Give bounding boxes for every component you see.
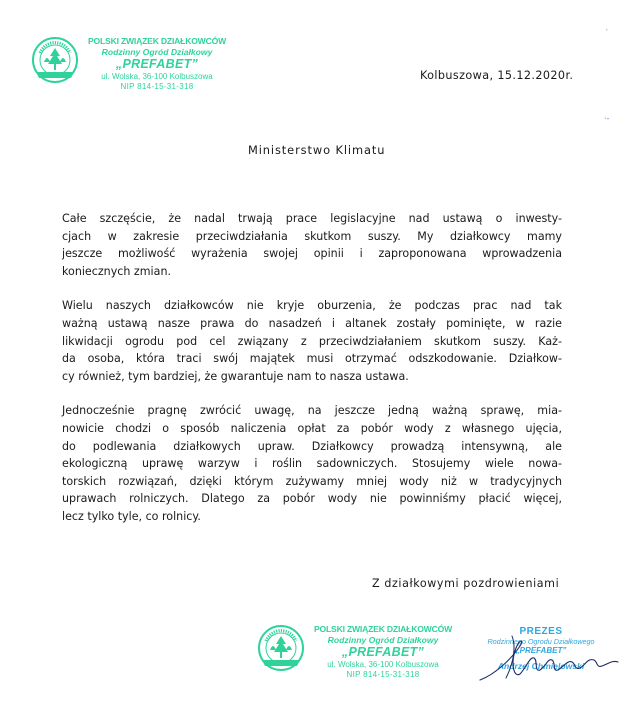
- body-line: da osoba, która traci swój majątek musi otrzymać odszkodowanie. Działkow-: [62, 352, 562, 366]
- body-line: lecz tylko tyle, co rolnicy.: [62, 509, 201, 523]
- body-line: Wielu naszych działkowców nie kryje oburzenia, że podczas prac nad tak: [62, 299, 562, 313]
- body-line: cjach w zakresie przeciwdziałania skutkom suszy. My działkowcy mamy: [62, 229, 562, 243]
- stamp-line-union: POLSKI ZWIĄZEK DZIAŁKOWCÓW: [313, 624, 452, 634]
- letter-body: [62, 210, 562, 543]
- stamp-line-address: ul. Wolska, 36-100 Kolbuszowa: [327, 660, 439, 669]
- handwritten-signature: [476, 628, 620, 688]
- body-line: Jednocześnie pragnę zwrócić uwagę, na jeszcze jedną ważną sprawę, mia-: [62, 404, 562, 418]
- stamp-line-nip: NIP 814-15-31-318: [120, 82, 194, 91]
- stamp-line-nip: NIP 814-15-31-318: [346, 670, 420, 679]
- stamp-line-name: „PREFABET”: [341, 645, 425, 659]
- paragraph-3: [62, 402, 562, 525]
- stamp-line-garden: Rodzinny Ogród Działkowy: [327, 635, 439, 645]
- letter-date: Kolbuszowa, 15.12.2020r.: [420, 69, 574, 82]
- body-line: nowicie chodzi o sposób naliczenia opłat za pobór wody z własnego ujęcia,: [62, 421, 562, 435]
- president-title: PREZES: [519, 626, 563, 637]
- body-line: likwidacji ogrodu pod cel związany z przeciwdziałaniem skutkom suszy. Każ-: [62, 334, 562, 348]
- president-name: Andrzej Chmielowski: [497, 661, 585, 671]
- paragraph-2: [62, 297, 562, 385]
- scan-mark: ′: [606, 28, 608, 37]
- president-garden-name: „PREFABET”: [515, 646, 567, 655]
- stamp-line-address: ul. Wolska, 36-100 Kolbuszowa: [101, 72, 213, 81]
- body-line: uprawach rolniczych. Dlatego za pobór wody nie powinniśmy płacić więcej,: [62, 492, 562, 506]
- body-line: koniecznych zmian.: [62, 264, 171, 278]
- letter-closing: Z działkowymi pozdrowieniami: [372, 577, 560, 590]
- paragraph-1: [62, 210, 562, 280]
- stamp-line-union: POLSKI ZWIĄZEK DZIAŁKOWCÓW: [87, 36, 226, 46]
- association-logo-icon: [30, 36, 80, 86]
- body-line: ważną ustawą nasze prawa do nasadzeń i altanek zostały pominięte, w razie: [62, 316, 562, 330]
- stamp-line-garden: Rodzinny Ogród Działkowy: [101, 47, 213, 57]
- body-line: jeszcze możliwość wyrażenia swojej opinii i zaproponowana wprowadzenia: [62, 247, 562, 261]
- body-line: torskich rozwiązań, dzięki którym zużywamy mniej wody niż w tradycyjnych: [62, 474, 562, 488]
- body-line: ekologiczną uprawę warzyw i roślin sadowniczych. Stosujemy wiele nowa-: [62, 457, 562, 471]
- body-line: cy również, tym bardziej, że gwarantuje nam to nasza ustawa.: [62, 369, 409, 383]
- stamp-line-name: „PREFABET”: [115, 57, 199, 71]
- president-org: Rodzinnego Ogrodu Działkowego: [487, 637, 595, 646]
- scan-mark: ·-: [604, 114, 610, 123]
- body-line: Całe szczęście, że nadal trwają prace legislacyjne nad ustawą o inwesty-: [62, 212, 562, 225]
- association-logo-icon: [256, 624, 306, 674]
- letter-recipient: Ministerstwo Klimatu: [248, 143, 386, 157]
- body-line: do podlewania działkowych upraw. Działkowcy prowadzą intensywną, ale: [62, 439, 562, 453]
